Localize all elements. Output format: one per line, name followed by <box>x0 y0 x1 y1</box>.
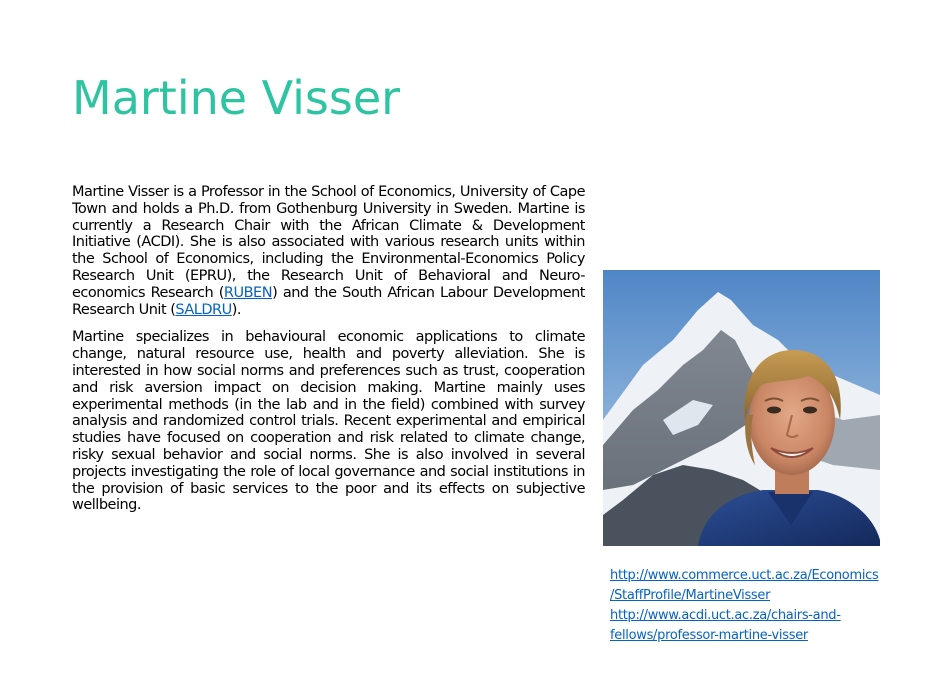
saldru-link[interactable]: SALDRU <box>175 301 232 318</box>
bio-paragraph-1-end: ). <box>231 301 242 318</box>
acdi-profile-link-line-2[interactable]: fellows/professor-martine-visser <box>610 628 808 643</box>
acdi-profile-link-line-1[interactable]: http://www.acdi.uct.ac.za/chairs-and- <box>610 608 841 623</box>
bio-paragraph-2: Martine specializes in behavioural economic applications to climate change, natural resource use, health and poverty alleviation. She is interested in how social norms and preferences such as trust, cooperation and risk aversion impact on decision making. Martine mainly uses experimental methods (in the lab and in the field) combined with survey analysis and randomized control trials. Recent experimental and empirical studies have focused on cooperation and risk related to climate change, risky sexual behavior and social norms. She is also involved in several projects investigating the role of local governance and social institutions in the provision of basic services to the poor and its effects on subjective wellbeing. <box>72 329 585 514</box>
bio-paragraph-1-text: Martine Visser is a Professor in the School of Economics, University of Cape Town and holds a Ph.D. from Gothenburg University in Sweden. Martine is currently a Research Chair with the African Climate & Development Initiative (ACDI). She is also associated with various research units within the School of Economics, including the Environmental-Economics Policy Research Unit (EPRU), the Research Unit of Behavioral and Neuro-economics Research ( <box>72 184 585 301</box>
portrait-photo <box>603 270 880 546</box>
reference-links <box>610 566 920 646</box>
slide-title: Martine Visser <box>72 71 401 125</box>
commerce-profile-link-line-2[interactable]: /StaffProfile/MartineVisser <box>610 588 771 603</box>
bio-paragraph-1-middle: ) and the South African Labour Development Research Unit ( <box>72 284 585 318</box>
ruben-link[interactable]: RUBEN <box>223 284 273 301</box>
bio-paragraph-1 <box>72 184 585 318</box>
bio-text <box>72 184 585 525</box>
commerce-profile-link-line-1[interactable]: http://www.commerce.uct.ac.za/Economics <box>610 568 879 583</box>
